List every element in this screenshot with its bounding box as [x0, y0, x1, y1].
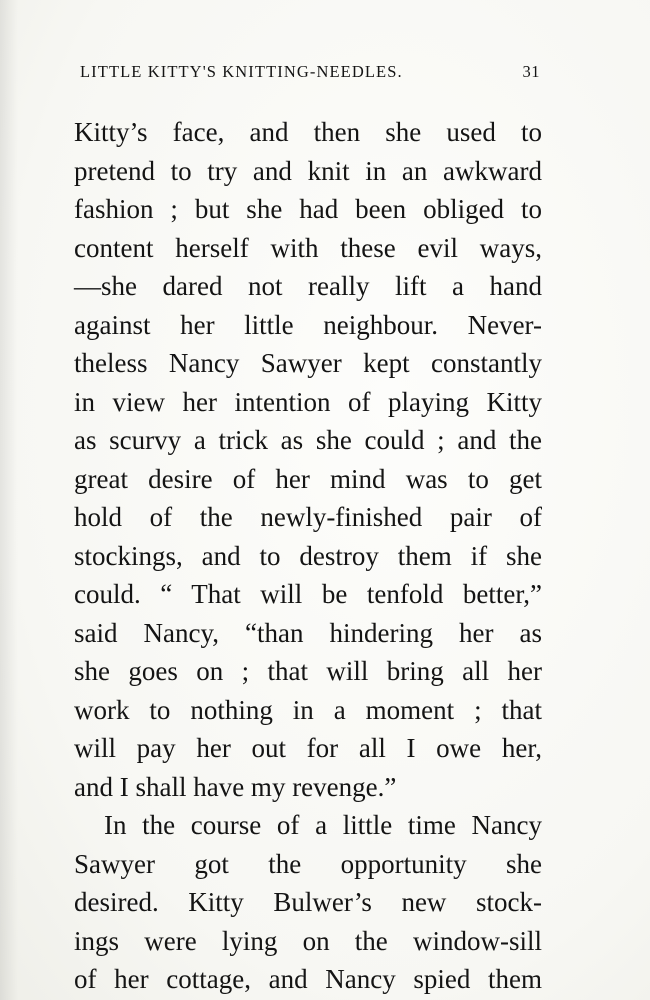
- text-line: pretend to try and knit in an awkward: [74, 155, 542, 186]
- text-line: great desire of her mind was to get: [74, 463, 542, 494]
- text-line-paragraph-start: In the course of a little time Nancy: [104, 810, 542, 840]
- text-line: as scurvy a trick as she could ; and the: [74, 425, 542, 455]
- text-line: content herself with these evil ways,: [74, 232, 542, 263]
- text-line: could. “ That will be tenfold better,”: [74, 579, 542, 609]
- text-line: she goes on ; that will bring all her: [74, 656, 542, 686]
- page-number: 31: [522, 62, 540, 81]
- text-line: Sawyer got the opportunity she: [74, 848, 542, 879]
- gutter-shadow: [0, 0, 18, 1000]
- running-title: LITTLE KITTY'S KNITTING-NEEDLES.: [80, 62, 403, 81]
- text-line: work to nothing in a moment ; that: [74, 694, 542, 725]
- text-line: stockings, and to destroy them if she: [74, 540, 542, 571]
- text-line: desired. Kitty Bulwer’s new stock-: [74, 887, 542, 917]
- text-line: Kitty’s face, and then she used to: [74, 117, 542, 147]
- text-line: hold of the newly-finished pair of: [74, 502, 542, 532]
- text-line: in view her intention of playing Kitty: [74, 386, 542, 417]
- text-line-paragraph-end: and I shall have my revenge.”: [74, 771, 397, 802]
- body-text: [74, 113, 542, 999]
- text-line: theless Nancy Sawyer kept constantly: [74, 348, 542, 378]
- text-line: against her little neighbour. Never-: [74, 309, 542, 340]
- text-line: fashion ; but she had been obliged to: [74, 194, 542, 224]
- text-line: of her cottage, and Nancy spied them: [74, 964, 542, 994]
- page-header: [80, 62, 540, 86]
- text-line: —she dared not really lift a hand: [74, 271, 542, 301]
- text-line: ings were lying on the window-sill: [74, 925, 542, 956]
- text-line: will pay her out for all I owe her,: [74, 733, 542, 763]
- text-line: said Nancy, “than hindering her as: [74, 617, 542, 648]
